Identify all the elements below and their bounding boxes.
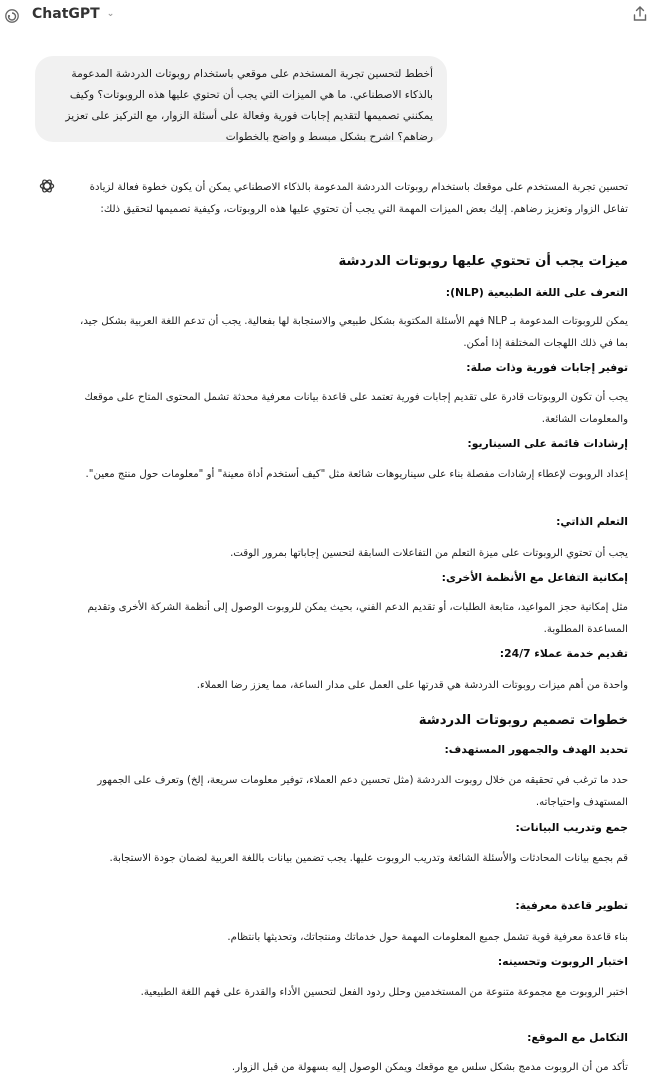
feature-body: مثل إمكانية حجز المواعيد، متابعة الطلبات، أو تقديم الدعم الفني، بحيث يمكن للروبوت الوصول إلى أنظمة الشركة الأخرى وتقديم المساعدة المطلوبة. — [87, 602, 628, 635]
step-title: اختبار الروبوت وتحسينه: — [497, 955, 628, 968]
feature-body: واحدة من أهم ميزات روبوتات الدردشة هي قدرتها على العمل على مدار الساعة، مما يعزز رضا العملاء. — [196, 680, 628, 691]
feature-body: إعداد الروبوت لإعطاء إرشادات مفصلة بناء على سيناريوهات شائعة مثل "كيف أستخدم أداة معينة" أو "معلومات حول منتج معين". — [85, 469, 628, 480]
assistant-intro: تحسين تجربة المستخدم على موقعك باستخدام روبوتات الدردشة المدعومة بالذكاء الاصطناعي يمكن أن يكون خطوة فعالة لزيادة تفاعل الزوار وتعزيز رضاهم. إليك بعض الميزات المهمة التي يجب أن تحتوي عليها هذه الروبوتات، وكيفية تصميمها لتحقيق ذلك: — [89, 182, 628, 215]
chatgpt-logo-icon — [38, 177, 56, 195]
feature-body: يمكن للروبوتات المدعومة بـ NLP فهم الأسئلة المكتوبة بشكل طبيعي والاستجابة لها بفعالية. يجب أن تدعم اللغة العربية بشكل جيد، بما في ذلك اللهجات المختلفة إذا أمكن. — [80, 316, 628, 349]
step-body: قم بجمع بيانات المحادثات والأسئلة الشائعة وتدريب الروبوت عليها. يجب تضمين بيانات باللغة العربية لضمان جودة الاستجابة. — [109, 853, 628, 864]
step-title: تحديد الهدف والجمهور المستهدف: — [444, 743, 628, 756]
feature-title: تقديم خدمة عملاء 24/7: — [499, 647, 628, 660]
top-bar — [0, 0, 656, 34]
app-title: ChatGPT — [32, 6, 100, 22]
feature-title: إمكانية التفاعل مع الأنظمة الأخرى: — [441, 571, 628, 584]
step-body: تأكد من أن الروبوت مدمج بشكل سلس مع موقعك ويمكن الوصول إليه بسهولة من قبل الزوار. — [231, 1062, 628, 1073]
user-message-bubble: أخطط لتحسين تجربة المستخدم على موقعي باستخدام روبوتات الدردشة المدعومة بالذكاء الاصطناعي. ما هي الميزات التي يجب أن تحتوي عليها هذه الروبوتات؟ وكيف يمكنني تصميمها لتقديم إجابات فورية وفعالة على أسئلة الزوار، مع التركيز على تعزيز رضاهم؟ اشرح بشكل مبسط و واضح بالخطوات — [35, 56, 447, 142]
step-title: تطوير قاعدة معرفية: — [515, 899, 628, 912]
feature-title: التعرف على اللغة الطبيعية (NLP): — [445, 286, 628, 299]
step-body: اختبر الروبوت مع مجموعة متنوعة من المستخدمين وحلل ردود الفعل لتحسين الأداء والقدرة على فهم اللغة الطبيعية. — [140, 987, 628, 998]
feature-body: يجب أن تكون الروبوتات قادرة على تقديم إجابات فورية تعتمد على قاعدة بيانات معرفية محدثة تشمل المحتوى المتاح على موقعك والمعلومات الشائعة. — [84, 392, 628, 425]
feature-body: يجب أن تحتوي الروبوتات على ميزة التعلم من التفاعلات السابقة لتحسين إجاباتها بمرور الوقت. — [230, 548, 628, 559]
steps-heading: خطوات تصميم روبوتات الدردشة — [418, 713, 628, 728]
step-body: بناء قاعدة معرفية قوية تشمل جميع المعلومات المهمة حول خدماتك ومنتجاتك، وتحديثها بانتظام. — [227, 932, 628, 943]
step-title: التكامل مع الموقع: — [527, 1031, 628, 1044]
features-heading: ميزات يجب أن تحتوي عليها روبوتات الدردشة — [338, 254, 628, 269]
model-selector[interactable] — [32, 6, 114, 22]
feature-title: إرشادات قائمة على السيناريو: — [467, 437, 628, 450]
step-body: حدد ما ترغب في تحقيقه من خلال روبوت الدردشة (مثل تحسين دعم العملاء، توفير معلومات سريعة، إلخ) وتعرف على الجمهور المستهدف واحتياجاته. — [97, 775, 628, 808]
chevron-down-icon: ⌄ — [106, 9, 115, 19]
feature-title: التعلم الذاتي: — [556, 515, 628, 528]
step-title: جمع وتدريب البيانات: — [515, 821, 628, 834]
feature-title: توفير إجابات فورية وذات صلة: — [466, 361, 628, 374]
share-icon[interactable] — [630, 4, 650, 24]
menu-icon[interactable] — [2, 6, 22, 26]
